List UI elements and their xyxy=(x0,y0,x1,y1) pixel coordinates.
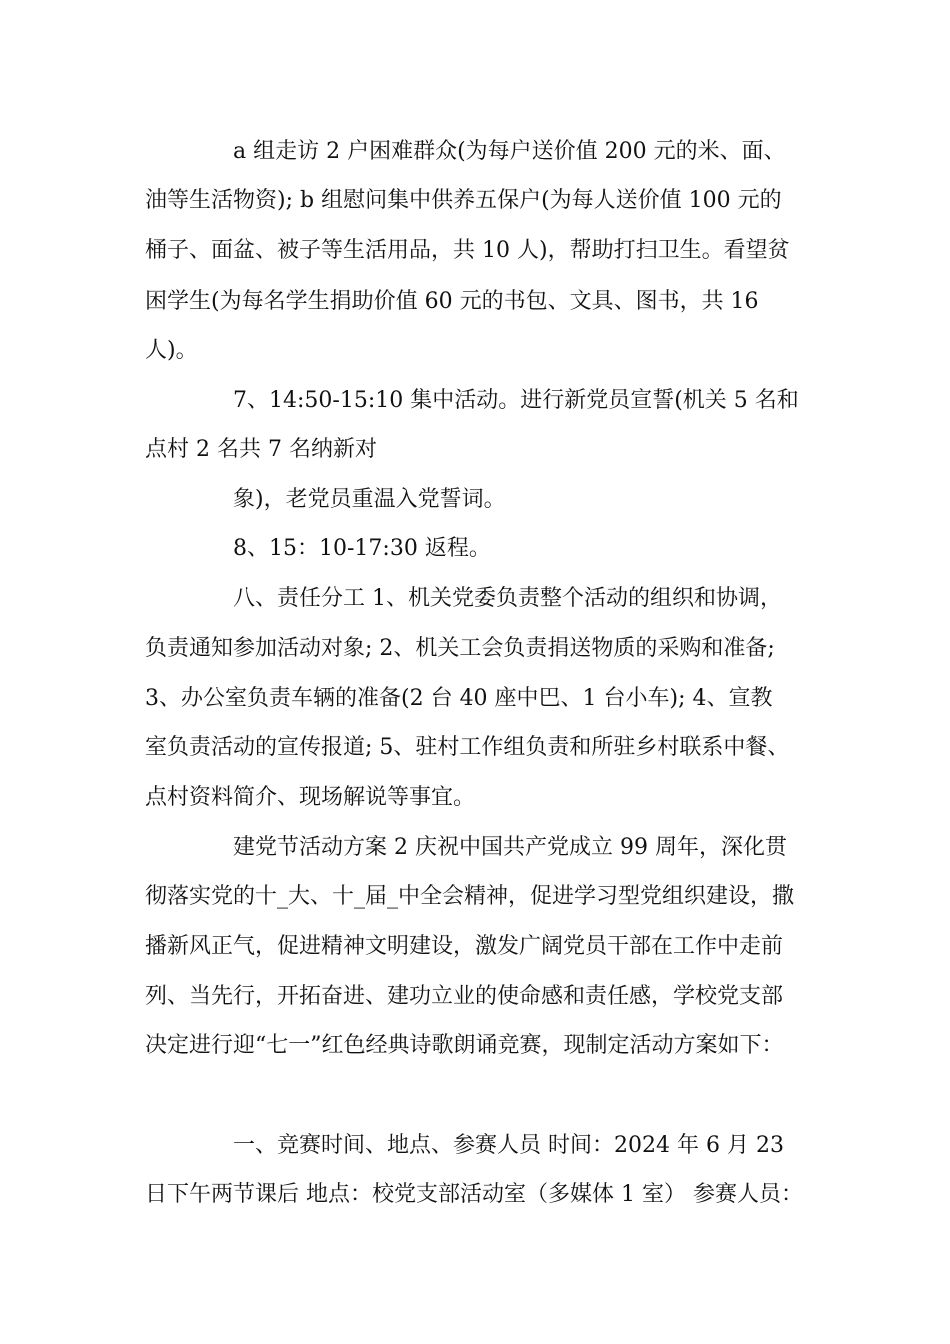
text-line: 室负责活动的宣传报道; 5、驻村工作组负责和所驻乡村联系中餐、 xyxy=(145,735,790,760)
text-line: 决定进行迎“七一”红色经典诗歌朗诵竞赛，现制定活动方案如下： xyxy=(145,1033,784,1058)
text-line: 点村 2 名共 7 名纳新对 xyxy=(145,437,377,462)
text-line: 彻落实党的十_大、十_届_中全会精神，促进学习型党组织建设，撒 xyxy=(145,884,795,909)
text-line: 油等生活物资); b 组慰问集中供养五保户(为每人送价值 100 元的 xyxy=(145,188,782,213)
text-line: 八、责任分工 1、机关党委负责整个活动的组织和协调， xyxy=(233,586,782,611)
text-line: 8、15：10-17:30 返程。 xyxy=(233,536,491,561)
text-line: 日下午两节课后 地点：校党支部活动室（多媒体 1 室） 参赛人员： xyxy=(145,1182,803,1207)
text-line: 困学生(为每名学生捐助价值 60 元的书包、文具、图书，共 16 xyxy=(145,289,759,314)
text-line: 一、竞赛时间、地点、参赛人员 时间：2024 年 6 月 23 xyxy=(233,1133,784,1158)
text-line: 点村资料简介、现场解说等事宜。 xyxy=(145,785,476,810)
text-line: 3、办公室负责车辆的准备(2 台 40 座中巴、1 台小车); 4、宣教 xyxy=(145,686,773,711)
text-line: 建党节活动方案 2 庆祝中国共产党成立 99 周年，深化贯 xyxy=(233,835,787,860)
text-line: 播新风正气，促进精神文明建设，激发广阔党员干部在工作中走前 xyxy=(145,934,784,959)
text-line: 负责通知参加活动对象; 2、机关工会负责捐送物质的采购和准备; xyxy=(145,636,775,661)
text-line: 列、当先行，开拓奋进、建功立业的使命感和责任感，学校党支部 xyxy=(145,984,784,1009)
text-line: 7、14:50-15:10 集中活动。进行新党员宣誓(机关 5 名和 xyxy=(233,388,799,413)
text-line: 人)。 xyxy=(145,338,198,363)
text-line: 桶子、面盆、被子等生活用品，共 10 人)，帮助打扫卫生。看望贫 xyxy=(145,238,790,263)
text-line: 象)，老党员重温入党誓词。 xyxy=(233,487,506,512)
text-line: a 组走访 2 户困难群众(为每户送价值 200 元的米、面、 xyxy=(233,139,786,164)
